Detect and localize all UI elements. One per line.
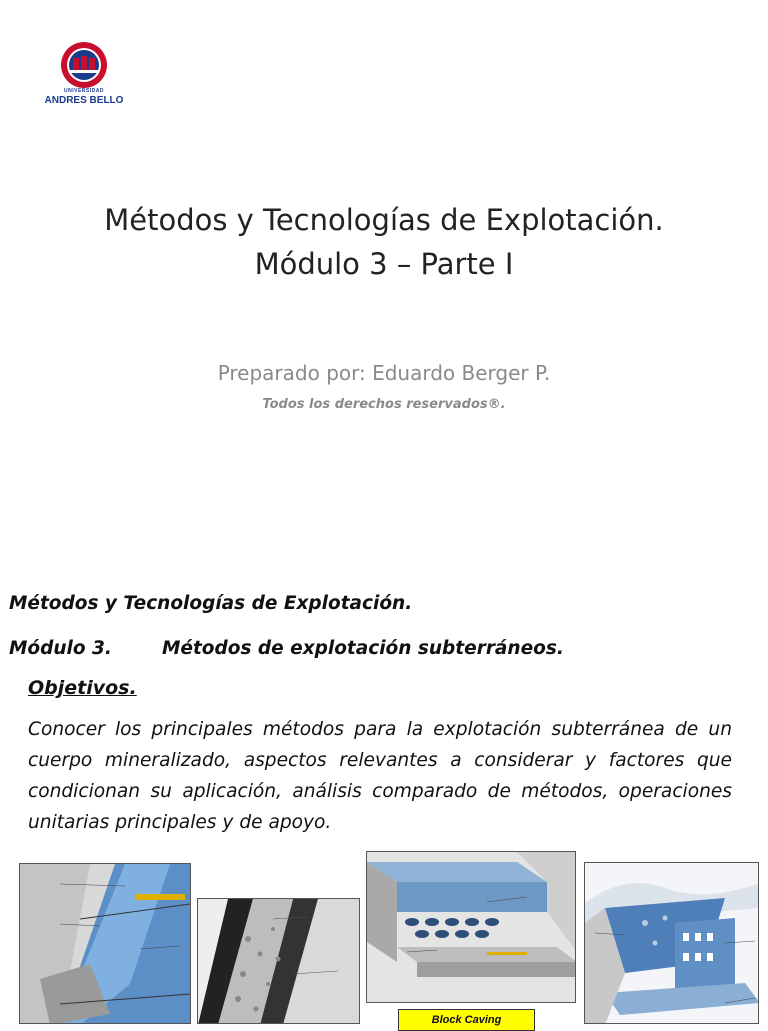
logo-line2: ANDRES BELLO bbox=[44, 95, 124, 106]
mining-diagram-block-caving-icon bbox=[367, 852, 576, 1003]
objectives-text: Conocer los principales métodos para la explotación subterránea de un cuerpo mineralizado, aspectos relevantes a considerar y factores que condicionan su aplicación, análisis comparado de métodos, operaciones unitarias principales y de apoyo. bbox=[28, 719, 732, 833]
mining-diagram-panel-caving-icon bbox=[585, 863, 759, 1024]
objectives-slide bbox=[0, 560, 768, 1024]
university-logo bbox=[36, 40, 132, 114]
mining-diagram-vein-icon bbox=[198, 899, 360, 1024]
figure-sublevel-diagram bbox=[19, 863, 191, 1024]
module-heading bbox=[9, 638, 564, 659]
module-title: Métodos de explotación subterráneos. bbox=[162, 638, 564, 659]
university-seal-icon bbox=[36, 40, 132, 90]
copyright-notice: Todos los derechos reservados®. bbox=[262, 397, 506, 412]
figure-panel-caving-diagram bbox=[584, 862, 759, 1024]
title-line1: Métodos y Tecnologías de Explotación. bbox=[104, 203, 664, 237]
slide-title bbox=[0, 198, 768, 286]
figure-caption-block-caving: Block Caving bbox=[398, 1009, 535, 1031]
module-label: Módulo 3. bbox=[9, 638, 112, 659]
course-heading: Métodos y Tecnologías de Explotación. bbox=[9, 593, 413, 614]
logo-line1: UNIVERSIDAD bbox=[64, 88, 104, 94]
title-line2: Módulo 3 – Parte I bbox=[254, 247, 514, 281]
objectives-label: Objetivos. bbox=[28, 677, 137, 699]
mining-diagram-sublevel-icon bbox=[20, 864, 191, 1024]
figure-vein-diagram bbox=[197, 898, 360, 1024]
figure-block-caving-diagram bbox=[366, 851, 576, 1003]
university-name bbox=[36, 88, 132, 106]
author-line: Preparado por: Eduardo Berger P. bbox=[217, 361, 551, 385]
